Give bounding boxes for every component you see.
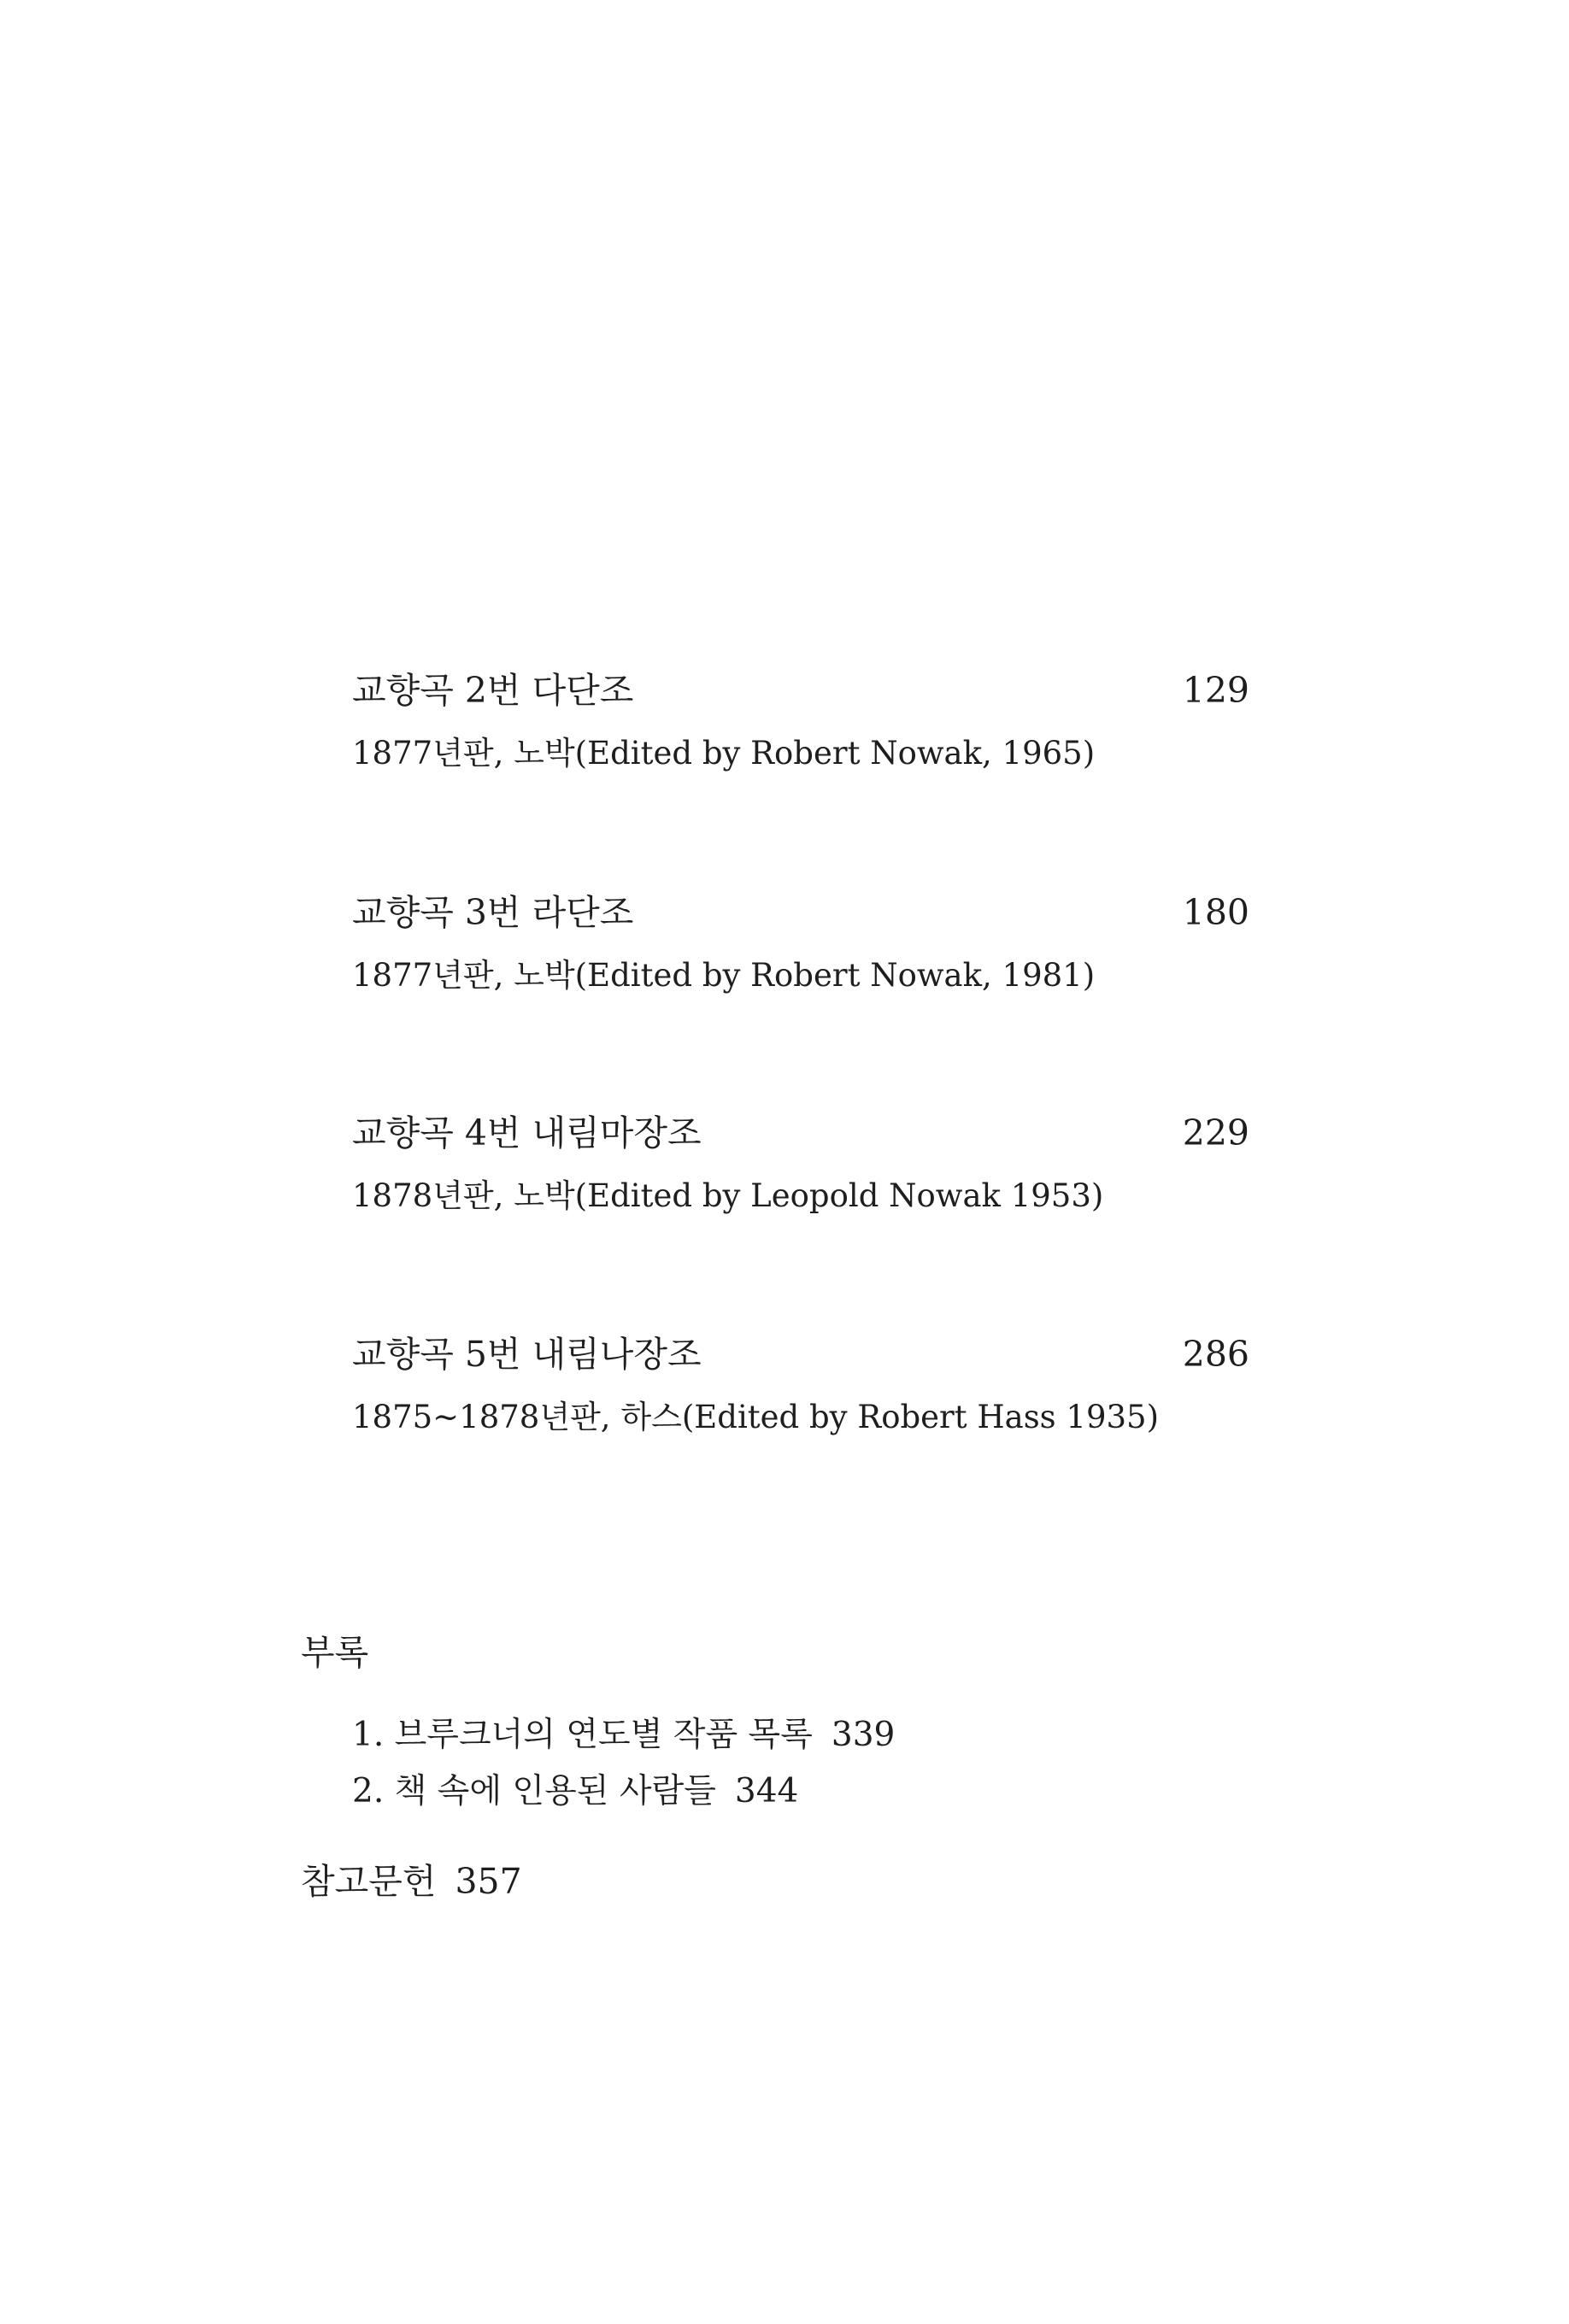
- entry-page-number: 229: [1182, 1112, 1249, 1153]
- entry-page-number: 129: [1182, 670, 1249, 711]
- entry-title: 교향곡 3번 라단조: [352, 892, 634, 933]
- entry-title: 교향곡 2번 다단조: [352, 670, 634, 711]
- appendix-item-label: 2. 책 속에 인용된 사람들: [352, 1772, 716, 1810]
- bibliography-label: 참고문헌: [301, 1861, 437, 1902]
- entry-page-number: 180: [1182, 892, 1249, 933]
- entry-edition: 1877년판, 노박(Edited by Robert Nowak, 1981): [352, 957, 1096, 994]
- entry-page-number: 286: [1182, 1334, 1249, 1375]
- appendix-heading: 부록: [301, 1632, 369, 1673]
- appendix-item[interactable]: [352, 1769, 798, 1815]
- entry-title: 교향곡 5번 내림나장조: [352, 1334, 702, 1375]
- appendix-item[interactable]: [352, 1712, 895, 1758]
- bibliography-entry[interactable]: [301, 1857, 522, 1905]
- entry-edition: 1875~1878년판, 하스(Edited by Robert Hass 1935): [352, 1399, 1160, 1435]
- appendix-item-page: 339: [831, 1716, 896, 1754]
- entry-edition: 1877년판, 노박(Edited by Robert Nowak, 1965): [352, 735, 1096, 772]
- appendix-item-page: 344: [734, 1772, 799, 1810]
- entry-edition: 1878년판, 노박(Edited by Leopold Nowak 1953): [352, 1177, 1104, 1214]
- bibliography-page: 357: [455, 1861, 522, 1902]
- entry-title: 교향곡 4번 내림마장조: [352, 1112, 702, 1153]
- appendix-item-label: 1. 브루크너의 연도별 작품 목록: [352, 1716, 813, 1754]
